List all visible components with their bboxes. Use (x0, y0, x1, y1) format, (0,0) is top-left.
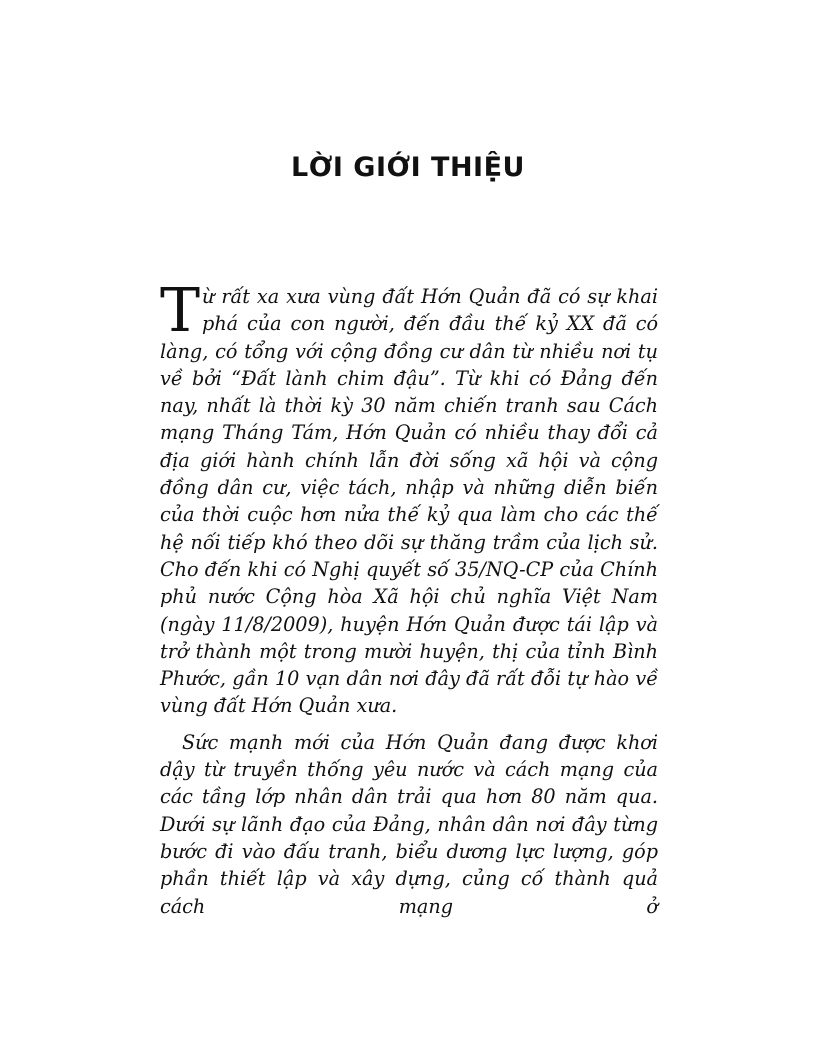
paragraph-1 (160, 276, 658, 720)
page-title: LỜI GIỚI THIỆU (291, 152, 525, 183)
paragraph-1-text: ừ rất xa xưa vùng đất Hớn Quản đã có sự khai phá của con người, đến đầu thế kỷ XX đã có làng, có tổng với cộng đồng cư dân từ nhiều nơi tụ về bởi “Đất lành chim đậu”. Từ khi có Đảng đến nay, nhất là thời kỳ 30 năm chiến tranh sau Cách mạng Tháng Tám, Hớn Quản có nhiều thay đổi cả địa giới hành chính lẫn đời sống xã hội và cộng đồng dân cư, việc tách, nhập và những diễn biến của thời cuộc hơn nửa thế kỷ qua làm cho các thế hệ nối tiếp khó theo dõi sự thăng trầm của lịch sử. Cho đến khi có Nghị quyết số 35/NQ-CP của Chính phủ nước Cộng hòa Xã hội chủ nghĩa Việt Nam (ngày 11/8/2009), huyện Hớn Quản được tái lập và trở thành một trong mười huyện, thị của tỉnh Bình Phước, gần 10 vạn dân nơi đây đã rất đỗi tự hào về vùng đất Hớn Quản xưa. (160, 285, 658, 718)
body-text (160, 276, 658, 920)
paragraph-2: Sức mạnh mới của Hớn Quản đang được khơi dậy từ truyền thống yêu nước và cách mạng của các tầng lớp nhân dân trải qua hơn 80 năm qua. Dưới sự lãnh đạo của Đảng, nhân dân nơi đây từng bước đi vào đấu tranh, biểu dương lực lượng, góp phần thiết lập và xây dựng, củng cố thành quả cách mạng ở (160, 730, 658, 918)
drop-cap: T (160, 276, 201, 346)
